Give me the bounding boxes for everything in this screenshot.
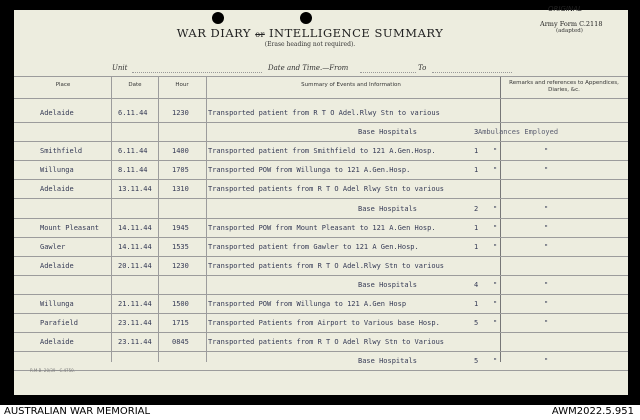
- summary-cell: Base Hospitals: [358, 205, 418, 213]
- row-rule: [14, 179, 628, 180]
- row-rule: [14, 141, 628, 142]
- count-cell: 1: [474, 224, 479, 232]
- to-dotted-line: [432, 72, 512, 73]
- count-cell: 1: [474, 243, 479, 251]
- column-header-summary: Summary of Events and Information: [301, 82, 401, 88]
- row-rule: [14, 294, 628, 295]
- page-subtitle: (Erase heading not required).: [264, 41, 356, 48]
- date-cell: 23.11.44: [118, 319, 152, 327]
- place-cell: Willunga: [40, 166, 74, 174]
- summary-cell: Transported POW from Willunga to 121 A.Gen.Hosp.: [208, 166, 411, 174]
- date-cell: 6.11.44: [118, 147, 148, 155]
- summary-cell: Transported patient from Smithfield to 121 A.Gen.Hosp.: [208, 147, 436, 155]
- row-rule: [14, 313, 628, 314]
- date-cell: 23.11.44: [118, 338, 152, 346]
- remark-cell: ": [544, 281, 549, 289]
- ditto-mark: ": [493, 166, 498, 174]
- count-cell: 5: [474, 357, 479, 365]
- accession-number: AWM2022.5.951: [551, 406, 634, 417]
- hour-cell: 1535: [172, 243, 189, 251]
- date-cell: 6.11.44: [118, 109, 148, 117]
- count-cell: 4: [474, 281, 479, 289]
- summary-cell: Transported POW from Mount Pleasant to 121 A.Gen Hosp.: [208, 224, 436, 232]
- ditto-mark: ": [493, 357, 498, 365]
- date-cell: 8.11.44: [118, 166, 148, 174]
- row-rule: [14, 370, 628, 371]
- column-header-place: Place: [55, 82, 71, 88]
- row-rule: [14, 275, 628, 276]
- row-rule: [14, 122, 628, 123]
- remark-cell: ": [544, 300, 549, 308]
- row-rule: [14, 160, 628, 161]
- date-cell: 13.11.44: [118, 185, 152, 193]
- row-rule: [14, 198, 628, 199]
- summary-cell: Transported POW from Willunga to 121 A.Gen Hosp: [208, 300, 407, 308]
- from-dotted-line: [360, 72, 416, 73]
- title-intelligence-summary: INTELLIGENCE SUMMARY: [268, 26, 444, 40]
- punch-hole: [212, 12, 224, 24]
- place-cell: Adelaide: [40, 109, 74, 117]
- form-number: Army Form C.2118: [540, 20, 603, 28]
- ditto-mark: ": [493, 205, 498, 213]
- column-divider: [111, 76, 112, 362]
- count-cell: 3: [474, 128, 479, 136]
- hour-cell: 1230: [172, 109, 189, 117]
- remark-cell: ": [544, 243, 549, 251]
- ditto-mark: ": [493, 147, 498, 155]
- table-top-rule: [14, 76, 628, 77]
- header-bottom-rule: [14, 98, 628, 99]
- hour-cell: 1945: [172, 224, 189, 232]
- column-header-remarks: Remarks and references to Appendices, Diaries, &c.: [509, 80, 619, 93]
- column-divider: [500, 76, 501, 362]
- remark-cell: ": [544, 224, 549, 232]
- hour-cell: 1500: [172, 300, 189, 308]
- column-header-hour: Hour: [175, 82, 189, 88]
- date-cell: 14.11.44: [118, 243, 152, 251]
- page-title: [160, 26, 460, 40]
- count-cell: 1: [474, 300, 479, 308]
- hour-cell: 1230: [172, 262, 189, 270]
- remark-cell: ": [544, 205, 549, 213]
- original-note: ORIGINAL: [548, 5, 582, 13]
- hour-cell: 1310: [172, 185, 189, 193]
- punch-hole: [300, 12, 312, 24]
- row-rule: [14, 218, 628, 219]
- ditto-mark: ": [493, 243, 498, 251]
- remark-cell: ": [544, 166, 549, 174]
- count-cell: 1: [474, 147, 479, 155]
- unit-label: Unit: [112, 64, 128, 72]
- form-adapted-note: (adapted): [556, 28, 583, 34]
- summary-cell: Base Hospitals: [358, 357, 418, 365]
- place-cell: Mount Pleasant: [40, 224, 100, 232]
- place-cell: Parafield: [40, 319, 78, 327]
- place-cell: Adelaide: [40, 185, 74, 193]
- place-cell: Willunga: [40, 300, 74, 308]
- remark-cell: Ambulances Employed: [478, 128, 559, 136]
- print-code: R.M.B. 20/39—C.4750.: [30, 368, 75, 373]
- hour-cell: 0845: [172, 338, 189, 346]
- row-rule: [14, 256, 628, 257]
- hour-cell: 1400: [172, 147, 189, 155]
- row-rule: [14, 351, 628, 352]
- unit-dotted-line: [132, 72, 262, 73]
- summary-cell: Base Hospitals: [358, 281, 418, 289]
- institution-caption: AUSTRALIAN WAR MEMORIAL: [4, 406, 151, 417]
- remark-cell: ": [544, 147, 549, 155]
- count-cell: 5: [474, 319, 479, 327]
- column-divider: [158, 76, 159, 362]
- row-rule: [14, 237, 628, 238]
- row-rule: [14, 332, 628, 333]
- summary-cell: Transported patient from R T O Adel.Rlwy Stn to various: [208, 109, 440, 117]
- ditto-mark: ": [493, 319, 498, 327]
- place-cell: Adelaide: [40, 338, 74, 346]
- to-label: To: [418, 64, 427, 72]
- place-cell: Adelaide: [40, 262, 74, 270]
- remark-cell: ": [544, 319, 549, 327]
- ditto-mark: ": [493, 281, 498, 289]
- hour-cell: 1705: [172, 166, 189, 174]
- date-time-label: Date and Time.—From: [268, 64, 349, 72]
- title-war-diary: WAR DIARY: [176, 26, 252, 40]
- place-cell: Gawler: [40, 243, 66, 251]
- summary-cell: Base Hospitals: [358, 128, 418, 136]
- hour-cell: 1715: [172, 319, 189, 327]
- summary-cell: Transported patients from R T O Adel.Rlwy Stn to various: [208, 262, 445, 270]
- date-cell: 14.11.44: [118, 224, 152, 232]
- column-header-date: Date: [128, 82, 142, 88]
- count-cell: 1: [474, 166, 479, 174]
- date-cell: 21.11.44: [118, 300, 152, 308]
- column-divider: [206, 76, 207, 362]
- place-cell: Smithfield: [40, 147, 83, 155]
- title-or: or: [255, 30, 265, 39]
- summary-cell: Transported patients from R T O Adel Rlwy Stn to various: [208, 185, 445, 193]
- ditto-mark: ": [493, 224, 498, 232]
- count-cell: 2: [474, 205, 479, 213]
- summary-cell: Transported Patients from Airport to Various base Hosp.: [208, 319, 440, 327]
- date-cell: 20.11.44: [118, 262, 152, 270]
- remark-cell: ": [544, 357, 549, 365]
- summary-cell: Transported patient from Gawler to 121 A Gen.Hosp.: [208, 243, 419, 251]
- summary-cell: Transported patients from R T O Adel Rlwy Stn to Various: [208, 338, 445, 346]
- ditto-mark: ": [493, 300, 498, 308]
